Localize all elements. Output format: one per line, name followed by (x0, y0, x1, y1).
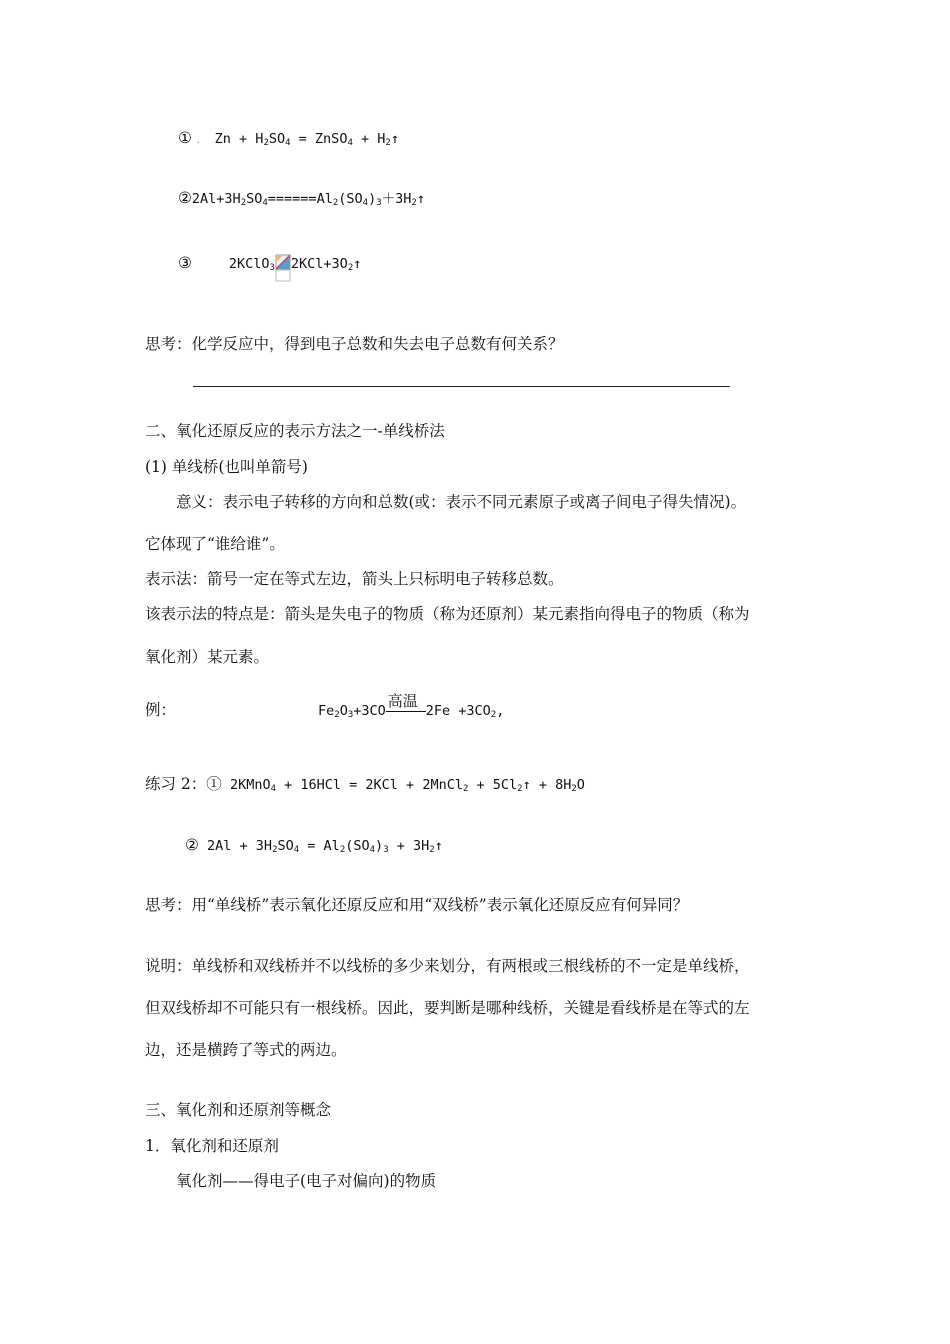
note-line-1: 说明：单线桥和双线桥并不以线桥的多少来划分，有两根或三根线桥的不一定是单线桥， (145, 957, 750, 975)
gas-arrow-icon: ↑ (390, 131, 399, 147)
heating-condition-icon (275, 253, 291, 275)
reaction-number: ① (206, 775, 222, 793)
feature-text-2: 氧化剂）某元素。 (145, 648, 270, 666)
note-line-3: 边，还是横跨了等式的两边。 (145, 1041, 347, 1059)
meaning-text-2: 它体现了“谁给谁”。 (145, 535, 285, 553)
section-3-item-1: 1．氧化剂和还原剂 (145, 1137, 279, 1155)
gas-arrow-icon: ↑ (522, 777, 531, 793)
reaction-1 (178, 128, 399, 151)
think-question-1: 思考：化学反应中，得到电子总数和失去电子总数有何关系？ (145, 335, 564, 353)
oxidant-definition: 氧化剂——得电子(电子对偏向)的物质 (176, 1172, 437, 1190)
gas-arrow-icon: ↑ (416, 191, 425, 207)
note-line-2: 但双线桥却不可能只有一根线桥。因此，要判断是哪种线桥，关键是看线桥是在等式的左 (145, 999, 750, 1017)
reaction-2 (178, 188, 425, 209)
example-label: 例： (145, 701, 177, 719)
practice-2-line-2 (185, 835, 443, 856)
reaction-number: ② (178, 189, 192, 207)
example-equation: $Fe_2O_3+3CO$ 高温 $2Fe +3CO_2$, (318, 692, 505, 720)
equation: 2KClO$_3$ $2KCl+3O_2↑$ (229, 256, 362, 272)
feature-text-1: 该表示法的特点是：箭头是失电子的物质（称为还原剂）某元素指向得电子的物质（称为 (145, 605, 750, 623)
reaction-3 (178, 253, 361, 275)
meaning-text: 意义：表示电子转移的方向和总数(或：表示不同元素原子或离子间电子得失情况)。 (176, 493, 747, 511)
equation: $Zn + H_2SO_4$ = ZnSO$_4$ + $H_2↑$ (214, 131, 399, 148)
equation: $2Al+3H_2SO_4======Al_2(SO_4)_3+3H_2↑$ (191, 191, 425, 208)
gas-arrow-icon: ↑ (353, 256, 362, 272)
section-3-title: 三、氧化剂和还原剂等概念 (145, 1101, 332, 1119)
practice-label: 练习 2： (145, 775, 207, 793)
equation: $2Al + 3H_2SO_4 = Al_2(SO_4)_3$ + $3H_2↑$ (198, 838, 443, 855)
reaction-number: ③ (178, 254, 192, 272)
method-text: 表示法：箭号一定在等式左边，箭头上只标明电子转移总数。 (145, 570, 564, 588)
equation: 2KMnO$_4$ + 16HCl = 2KCl + 2MnCl$_2$ + $5Cl_2↑ + 8H_2O$ (221, 777, 585, 794)
reaction-number: ① (178, 129, 192, 147)
section-2-item-1: (1) 单线桥(也叫单箭号) (145, 458, 308, 476)
practice-2-line-1 (145, 774, 585, 795)
small-mark: . (196, 136, 200, 146)
think-question-2: 思考：用“单线桥”表示氧化还原反应和用“双线桥”表示氧化还原反应有何异同？ (145, 896, 689, 914)
reaction-condition: 高温 (386, 700, 426, 720)
gas-arrow-icon: ↑ (434, 838, 443, 854)
section-2-title: 二、氧化还原反应的表示方法之一-单线桥法 (145, 422, 445, 440)
answer-blank-line (193, 386, 730, 387)
reaction-number: ② (185, 836, 199, 854)
